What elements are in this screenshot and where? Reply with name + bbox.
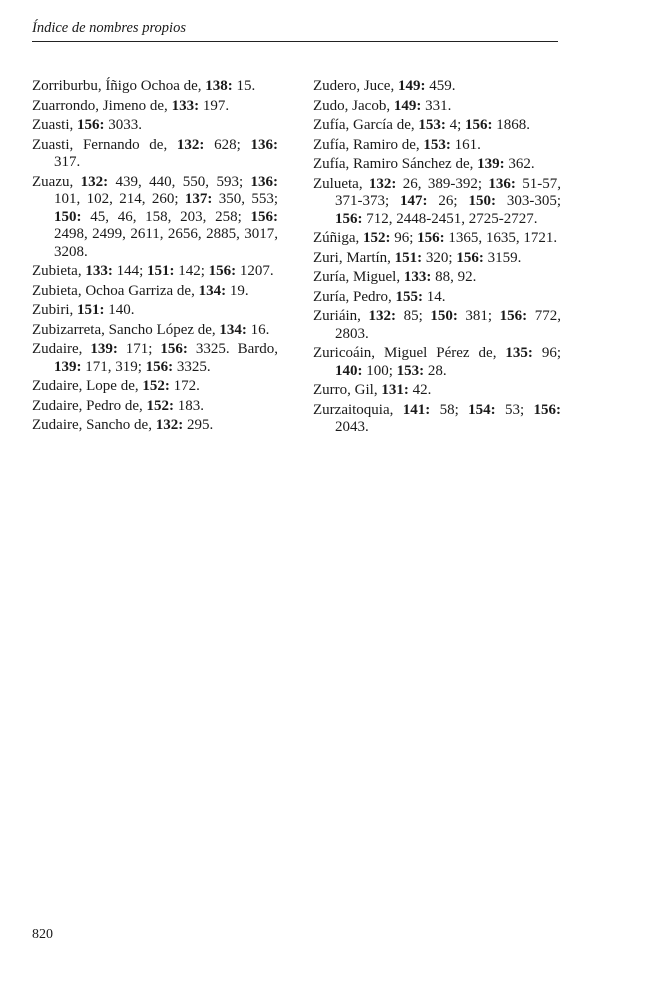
entry-text: 2498, 2499, 2611, 2656, 2885, 3017, 3208.	[54, 226, 278, 260]
page-ref-bold: 151:	[147, 263, 175, 279]
page-ref-bold: 132:	[80, 173, 109, 190]
index-entry	[313, 230, 561, 248]
page-ref-bold: 156:	[250, 208, 278, 225]
page-ref-bold: 156:	[77, 117, 105, 133]
page-ref-bold: 131:	[381, 382, 409, 398]
entry-text: 317.	[54, 154, 81, 170]
index-entry	[313, 382, 561, 400]
entry-text: Zufía, Ramiro de,	[313, 136, 424, 153]
entry-text: 712, 2448-2451, 2725-2727.	[362, 210, 538, 227]
entry-text: 19.	[226, 282, 249, 299]
page-ref-bold: 133:	[171, 97, 200, 114]
page-ref-bold: 139:	[90, 341, 118, 357]
page-ref-bold: 150:	[430, 308, 458, 324]
page-number: 820	[32, 927, 53, 942]
entry-text: Zuría, Pedro,	[313, 288, 396, 305]
index-column-left	[32, 78, 278, 437]
page-ref-bold: 153:	[396, 362, 425, 379]
entry-text: 42.	[408, 382, 432, 398]
page-ref-bold: 156:	[465, 117, 493, 133]
page-ref-bold: 134:	[198, 282, 227, 299]
entry-text: Zubizarreta, Sancho López de,	[32, 321, 220, 338]
entry-text: 58;	[430, 401, 469, 418]
page-ref-bold: 150:	[468, 193, 496, 209]
entry-text: Zudaire,	[32, 341, 91, 357]
page-ref-bold: 141:	[402, 401, 431, 418]
page-ref-bold: 136:	[488, 175, 516, 192]
page-ref-bold: 151:	[77, 302, 105, 318]
page-ref-bold: 132:	[176, 136, 205, 153]
page-ref-bold: 156:	[533, 401, 561, 418]
page-ref-bold: 133:	[85, 263, 113, 279]
entry-text: 28.	[424, 362, 447, 379]
entry-text: Zubieta,	[32, 263, 86, 279]
entry-text: 1365, 1635, 1721.	[444, 230, 558, 246]
entry-text: 96;	[390, 230, 418, 246]
entry-text: Zuría, Miguel,	[313, 269, 404, 285]
entry-text: Zudaire, Pedro de,	[32, 397, 147, 414]
entry-text: Zuriáin,	[313, 308, 369, 324]
entry-text: Zurzaitoquia,	[313, 401, 403, 418]
page-ref-bold: 132:	[155, 417, 184, 433]
index-entry	[313, 117, 561, 135]
page-ref-bold: 152:	[363, 230, 391, 246]
index-entry	[32, 137, 278, 172]
index-entry	[313, 345, 561, 380]
page-ref-bold: 156:	[160, 341, 188, 357]
running-header	[32, 20, 558, 42]
index-entry	[32, 174, 278, 262]
entry-text: 172.	[169, 378, 200, 394]
index-entry	[313, 98, 561, 116]
page-ref-bold: 132:	[368, 175, 397, 192]
entry-text: 3325. Bardo,	[187, 341, 278, 357]
page-ref-bold: 156:	[417, 230, 445, 246]
entry-text: 144;	[112, 263, 147, 279]
page-ref-bold: 153:	[418, 117, 446, 133]
index-column-right	[313, 78, 561, 439]
index-entry	[32, 378, 278, 396]
entry-text: 14.	[422, 288, 446, 305]
entry-text: 2043.	[335, 419, 369, 435]
page-ref-bold: 136:	[250, 136, 278, 153]
entry-text: 16.	[246, 321, 270, 338]
index-entry	[313, 176, 561, 229]
page-ref-bold: 137:	[184, 191, 213, 207]
entry-text: Zufía, García de,	[313, 117, 419, 133]
entry-text: 51-57, 371-373;	[335, 175, 561, 209]
page-ref-bold: 156:	[208, 263, 237, 279]
index-entry	[313, 137, 561, 155]
page-ref-bold: 153:	[423, 136, 451, 153]
index-entry	[32, 417, 278, 435]
entry-text: 140.	[104, 302, 135, 318]
entry-text: Zorriburbu, Íñigo Ochoa de,	[32, 78, 206, 94]
entry-text: 85;	[395, 308, 431, 324]
index-entry	[313, 156, 561, 174]
page-ref-bold: 156:	[335, 210, 363, 227]
entry-text: 3325.	[173, 358, 211, 375]
entry-text: 26;	[427, 193, 469, 209]
index-entry	[32, 98, 278, 116]
entry-text: Zubieta, Ochoa Garriza de,	[32, 282, 199, 299]
index-entry	[32, 398, 278, 416]
page-ref-bold: 135:	[505, 345, 533, 361]
index-entry	[32, 78, 278, 96]
entry-text: Zudaire, Sancho de,	[32, 417, 156, 433]
entry-text: 303-305;	[495, 193, 562, 209]
entry-text: 4;	[445, 117, 466, 133]
entry-text: 1207.	[236, 263, 274, 279]
entry-text: 171, 319;	[81, 358, 146, 375]
running-header-title: Índice de nombres propios	[32, 20, 186, 36]
entry-text: 161.	[450, 136, 481, 153]
page-ref-bold: 150:	[54, 208, 82, 225]
entry-text: Zudero, Juce,	[313, 78, 398, 94]
page-ref-bold: 147:	[400, 193, 428, 209]
entry-text: 3159.	[483, 249, 522, 266]
entry-text: Zudo, Jacob,	[313, 97, 394, 114]
entry-text: 439, 440, 550, 593;	[108, 173, 251, 190]
entry-text: 142;	[174, 263, 209, 279]
entry-text: 3033.	[104, 117, 142, 133]
index-entry	[313, 250, 561, 268]
page-ref-bold: 152:	[146, 397, 175, 414]
entry-text: Zuasti,	[32, 117, 77, 133]
page-ref-bold: 132:	[368, 308, 396, 324]
entry-text: 362.	[504, 156, 535, 172]
index-entry	[32, 302, 278, 320]
entry-text: 88, 92.	[431, 269, 477, 285]
index-entry	[313, 402, 561, 437]
entry-text: 15.	[232, 78, 256, 94]
entry-text: Zubiri,	[32, 302, 77, 318]
page-ref-bold: 139:	[54, 358, 82, 375]
entry-text: Zuricoáin, Miguel Pérez de,	[313, 345, 506, 361]
entry-text: 26, 389-392;	[396, 175, 489, 192]
entry-text: 96;	[532, 345, 562, 361]
index-entry	[32, 341, 278, 376]
index-entry	[313, 289, 561, 307]
entry-text: 350, 553;	[212, 191, 278, 207]
entry-text: 459.	[425, 78, 456, 94]
entry-text: 183.	[174, 397, 205, 414]
entry-text: 295.	[183, 417, 214, 433]
entry-text: 628;	[204, 136, 251, 153]
page-ref-bold: 149:	[393, 97, 422, 114]
index-entry	[32, 283, 278, 301]
page-ref-bold: 149:	[397, 78, 426, 94]
page-ref-bold: 134:	[219, 321, 247, 338]
page-ref-bold: 139:	[477, 156, 505, 172]
entry-text: Zulueta,	[313, 175, 369, 192]
entry-text: 101, 102, 214, 260;	[54, 191, 185, 207]
entry-text: 772, 2803.	[335, 308, 562, 342]
entry-text: Zuasti, Fernando de,	[32, 136, 177, 153]
entry-text: 45, 46, 158, 203, 258;	[81, 208, 251, 225]
page-ref-bold: 136:	[250, 173, 278, 190]
index-entry	[32, 263, 278, 281]
page-ref-bold: 133:	[403, 269, 432, 285]
entry-text: Zuri, Martín,	[313, 249, 395, 266]
entry-text: Zurro, Gil,	[313, 382, 382, 398]
entry-text: 171;	[117, 341, 161, 357]
page-ref-bold: 156:	[145, 358, 174, 375]
entry-text: 320;	[422, 249, 457, 266]
entry-text: 1868.	[492, 117, 531, 133]
entry-text: Zúñiga,	[313, 230, 363, 246]
entry-text: Zudaire, Lope de,	[32, 378, 143, 394]
entry-text: 53;	[495, 401, 534, 418]
page-ref-bold: 155:	[395, 288, 423, 305]
page-ref-bold: 156:	[456, 249, 484, 266]
page-ref-bold: 140:	[335, 362, 363, 379]
index-entry	[313, 78, 561, 96]
index-entry	[313, 269, 561, 287]
index-entry	[313, 308, 561, 343]
page-ref-bold: 151:	[394, 249, 423, 266]
index-entry	[32, 117, 278, 135]
entry-text: Zufía, Ramiro Sánchez de,	[313, 156, 478, 172]
page-ref-bold: 152:	[142, 378, 170, 394]
entry-text: 331.	[421, 97, 452, 114]
entry-text: 381;	[457, 308, 500, 324]
entry-text: Zuarrondo, Jimeno de,	[32, 97, 172, 114]
page-ref-bold: 156:	[499, 308, 528, 324]
page-ref-bold: 138:	[205, 78, 233, 94]
entry-text: Zuazu,	[32, 173, 81, 190]
entry-text: 197.	[199, 97, 230, 114]
index-entry	[32, 322, 278, 340]
page-ref-bold: 154:	[468, 401, 496, 418]
entry-text: 100;	[362, 362, 397, 379]
